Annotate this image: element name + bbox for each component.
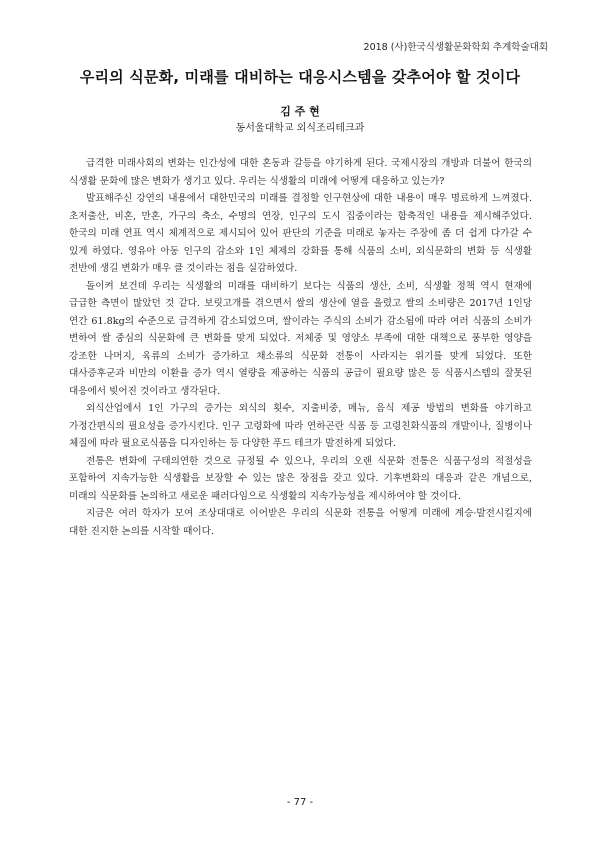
running-header: 2018 (사)한국식생활문화학회 추계학술대회 bbox=[363, 42, 548, 53]
article-body bbox=[69, 155, 532, 540]
body-paragraph: 돌이켜 보건데 우리는 식생활의 미래를 대비하기 보다는 식품의 생산, 소비, 식생활 정책 역시 현재에 급급한 측면이 많았던 것 같다. 보릿고개를 겪으면서 쌀의 생산에 열을 올렸고 쌀의 소비량은 2017년 1인당 연간 61.8kg의 수준으로 급격하게 감소되었으며, 쌀이라는 주식의 소비가 감소됨에 따라 여러 식품의 소비가 변하여 쌀 중심의 식문화에 큰 변화를 맞게 되었다. 저체중 및 영양소 부족에 대한 대책으로 풍부한 영양을 강조한 나머지, 육류의 소비가 증가하고 채소류의 식문화 전통이 사라지는 위기를 맞게 되었다. 또한 대사증후군과 비만의 이환율 증가 역시 열량을 제공하는 식품의 공급이 필요량 많은 등 식품시스템의 잘못된 대응에서 빚어진 것이라고 생각된다. bbox=[69, 280, 532, 397]
article-title: 우리의 식문화, 미래를 대비하는 대응시스템을 갖추어야 할 것이다 bbox=[79, 68, 521, 86]
body-paragraph: 급격한 미래사회의 변화는 인간성에 대한 혼동과 갈등을 야기하게 된다. 국제시장의 개방과 더불어 한국의 식생활 문화에 많은 변화가 생기고 있다. 우리는 식생활의 미래에 어떻게 대응하고 있는가? bbox=[69, 158, 532, 187]
body-paragraph: 외식산업에서 1인 가구의 증가는 외식의 횟수, 지출비중, 메뉴, 음식 제공 방법의 변화를 야기하고 가정간편식의 필요성을 증가시킨다. 인구 고령화에 따라 연하곤란 식품 등 고령친화식품의 개발이나, 질병이나 체질에 따라 필요로식품을 디자인하는 등 다양한 푸드 테크가 발전하게 되었다. bbox=[69, 403, 532, 449]
author-affiliation: 동서울대학교 외식조리테크과 bbox=[235, 123, 365, 134]
body-paragraph: 지금은 여러 학자가 모여 조상대대로 이어받은 우리의 식문화 전통을 어떻게 미래에 계승·발전시킬지에 대한 진지한 논의를 시작할 때이다. bbox=[69, 508, 532, 537]
body-paragraph: 발표해주신 강연의 내용에서 대한민국의 미래를 결정할 인구현상에 대한 내용이 매우 명료하게 느껴졌다. 초저출산, 비혼, 만혼, 가구의 축소, 수명의 연장, 인구의 도시 집중이라는 함축적인 내용을 제시해주었다. 한국의 미래 연표 역시 체계적으로 제시되어 있어 판단의 기준을 미래로 놓자는 주장에 좀 더 쉽게 다가갈 수 있게 하였다. 영유아 아동 인구의 감소와 1인 체제의 강화를 통해 식품의 소비, 외식문화의 변화 등 식생활 전반에 생길 변화가 매우 클 것이라는 점을 실감하였다. bbox=[69, 193, 532, 274]
body-paragraph: 전통은 변화에 구태의연한 것으로 규정될 수 있으나, 우리의 오랜 식문화 전통은 식품구성의 적절성을 포함하여 지속가능한 식생활을 보장할 수 있는 많은 장점을 갖고 있다. 기후변화의 대응과 같은 개념으로, 미래의 식문화를 논의하고 새로운 패러다임으로 식생활의 지속가능성을 제시하여야 할 것이다. bbox=[69, 455, 532, 502]
author-name: 김 주 현 bbox=[280, 105, 320, 118]
page-number: - 77 - bbox=[286, 797, 314, 808]
